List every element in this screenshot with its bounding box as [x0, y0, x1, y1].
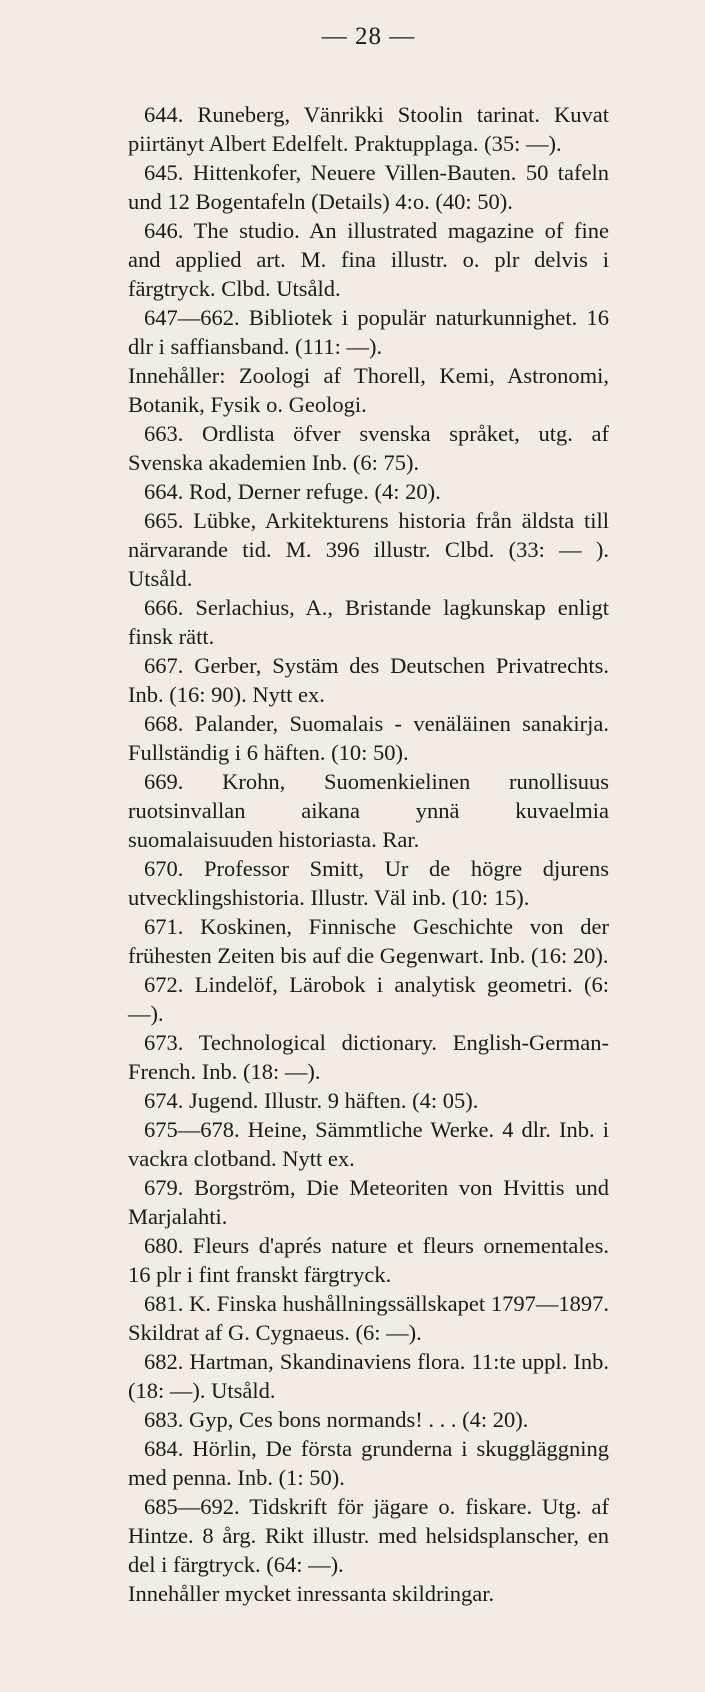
catalog-entry-680: 680. Fleurs d'aprés nature et fleurs ornementales. 16 plr i fint franskt färgtryck. [128, 1233, 609, 1287]
catalog-entries [128, 100, 609, 1608]
catalog-entry-645: 645. Hittenkofer, Neuere Villen-Bauten. 50 tafeln und 12 Bogentafeln (Details) 4:o. (40: 50). [128, 160, 609, 214]
catalog-entry-675-678: 675—678. Heine, Sämmtliche Werke. 4 dlr. Inb. i vackra clotband. Nytt ex. [128, 1117, 609, 1171]
catalog-entry-663: 663. Ordlista öfver svenska språket, utg. af Svenska akademien Inb. (6: 75). [128, 421, 609, 475]
catalog-entry-670: 670. Professor Smitt, Ur de högre djurens utvecklingshistoria. Illustr. Väl inb. (10: 15). [128, 856, 609, 910]
catalog-entry-644: 644. Runeberg, Vänrikki Stoolin tarinat. Kuvat piirtänyt Albert Edelfelt. Praktupplaga. (35: —). [128, 102, 609, 156]
catalog-entry-666: 666. Serlachius, A., Bristande lagkunskap enligt finsk rätt. [128, 595, 609, 649]
catalog-entry-669: 669. Krohn, Suomenkielinen runollisuus ruotsinvallan aikana ynnä kuvaelmia suomalaisuuden historiasta. Rar. [128, 769, 609, 852]
page-number: — 28 — [321, 23, 416, 50]
catalog-entry-672: 672. Lindelöf, Lärobok i analytisk geometri. (6: —). [128, 972, 609, 1026]
catalog-entry-685-692: 685—692. Tidskrift för jägare o. fiskare. Utg. af Hintze. 8 årg. Rikt illustr. med helsidsplanscher, en del i färgtryck. (64: —). [128, 1494, 609, 1577]
catalog-entry-681: 681. K. Finska hushållningssällskapet 1797—1897. Skildrat af G. Cygnaeus. (6: —). [128, 1291, 609, 1345]
catalog-entry-684: 684. Hörlin, De första grunderna i skuggläggning med penna. Inb. (1: 50). [128, 1436, 609, 1490]
catalog-entry-671: 671. Koskinen, Finnische Geschichte von der frühesten Zeiten bis auf die Gegenwart. Inb. (16: 20). [128, 914, 609, 968]
catalog-entry-682: 682. Hartman, Skandinaviens flora. 11:te uppl. Inb. (18: —). Utsåld. [128, 1349, 609, 1403]
catalog-entry-668: 668. Palander, Suomalais - venäläinen sanakirja. Fullständig i 6 häften. (10: 50). [128, 711, 609, 765]
catalog-entry-647-662: 647—662. Bibliotek i populär naturkunnighet. 16 dlr i saffiansband. (111: —). [128, 305, 609, 359]
catalog-entry-667: 667. Gerber, Systäm des Deutschen Privatrechts. Inb. (16: 90). Nytt ex. [128, 653, 609, 707]
catalog-entry-674: 674. Jugend. Illustr. 9 häften. (4: 05). [144, 1088, 479, 1113]
catalog-note-685-692: Innehåller mycket inressanta skildringar. [128, 1581, 495, 1606]
catalog-entry-683: 683. Gyp, Ces bons normands! . . . (4: 20). [144, 1407, 529, 1432]
catalog-note-647-662: Innehåller: Zoologi af Thorell, Kemi, Astronomi, Botanik, Fysik o. Geologi. [128, 363, 609, 417]
catalog-entry-679: 679. Borgström, Die Meteoriten von Hvittis und Marjalahti. [128, 1175, 609, 1229]
catalog-entry-664: 664. Rod, Derner refuge. (4: 20). [144, 479, 441, 504]
catalog-entry-673: 673. Technological dictionary. English-German-French. Inb. (18: —). [128, 1030, 609, 1084]
catalog-entry-665: 665. Lübke, Arkitekturens historia från äldsta till närvarande tid. M. 396 illustr. Clbd. (33: — ). Utsåld. [128, 508, 609, 591]
catalog-entry-646: 646. The studio. An illustrated magazine of fine and applied art. M. fina illustr. o. plr delvis i färgtryck. Clbd. Utsåld. [128, 218, 609, 301]
